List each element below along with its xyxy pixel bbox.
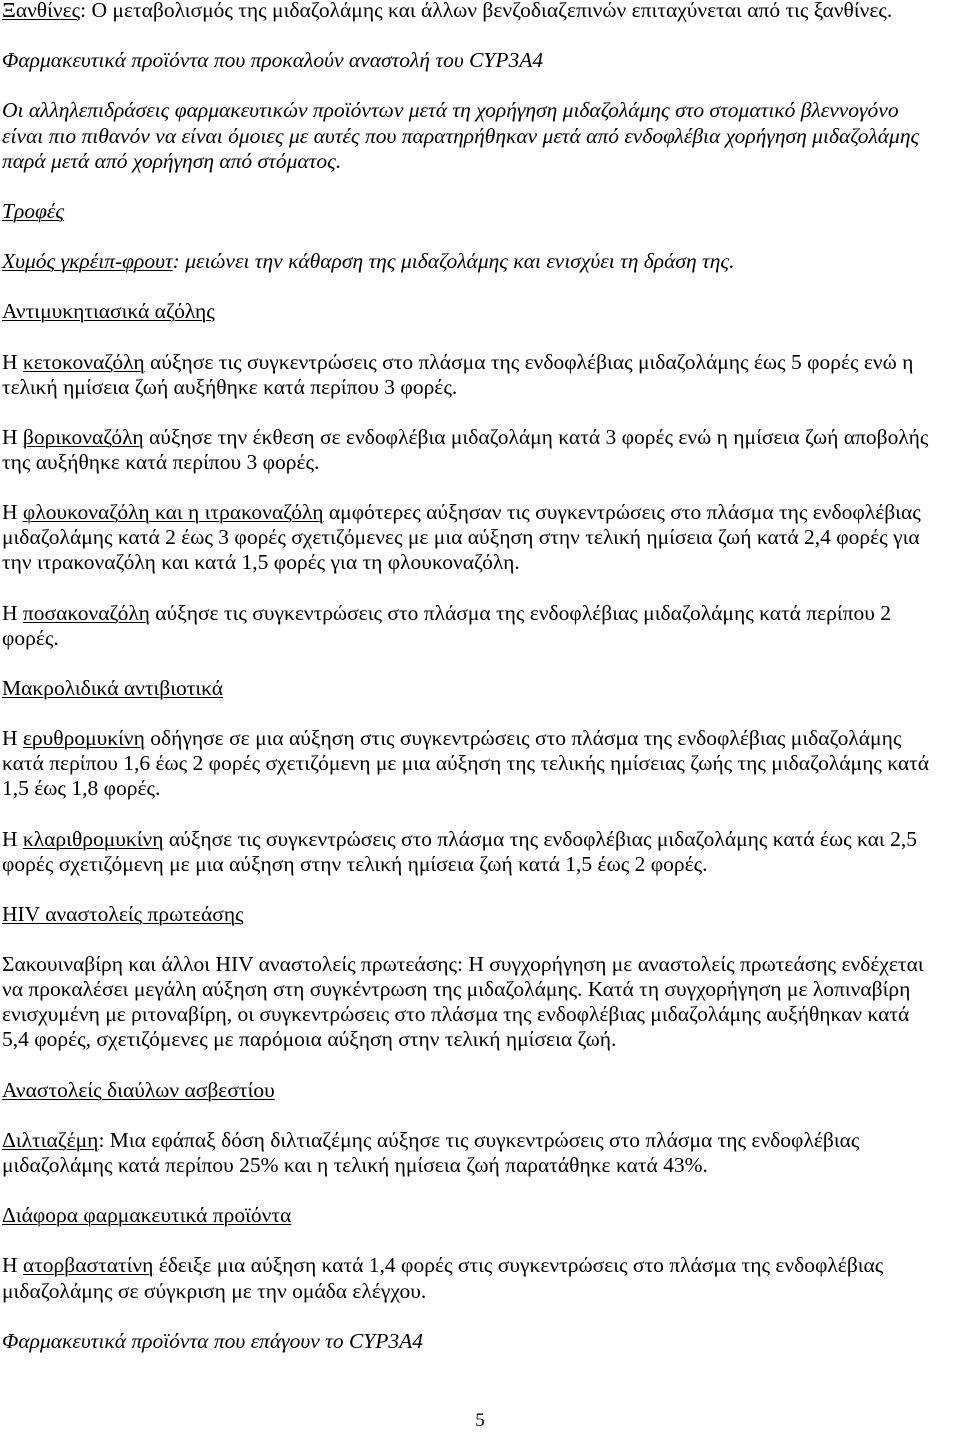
text-line <box>2 1078 275 1103</box>
section-heading: Διάφορα φαρμακευτικά προϊόντα <box>2 1203 292 1228</box>
section-heading: Αναστολείς διαύλων ασβεστίου <box>2 1077 275 1102</box>
line-text: : Μια εφάπαξ δόση διλτιαζέμης αύξησε τις συγκεντρώσεις στο πλάσμα της ενδοφλέβιας <box>98 1127 860 1152</box>
text-line <box>2 1203 291 1228</box>
text-line: φορές. <box>2 625 59 650</box>
text-line: της αυξήθηκε κατά περίπου 3 φορές. <box>2 449 320 474</box>
drug-name: ατορβαστατίνη <box>22 1253 154 1278</box>
text-line <box>2 1253 883 1278</box>
text-line: μιδαζολάμης κατά 2 έως 3 φορές σχετιζόμενες με μια αύξηση στην τελική ημίσεια ζωή κατά 2,4 φορές για <box>2 525 920 550</box>
text-line <box>2 1128 859 1153</box>
heading-cyp3a4-inhibitors <box>2 48 929 73</box>
section-heading: Φαρμακευτικά προϊόντα που προκαλούν αναστολή του CYP3A4 <box>2 48 544 73</box>
line-text: αμφότερες αύξησαν τις συγκεντρώσεις στο πλάσμα της ενδοφλέβιας <box>328 500 921 525</box>
text-line <box>2 249 735 274</box>
line-text: : Ο μεταβολισμός της μιδαζολάμης και άλλων βενζοδιαζεπινών επιταχύνεται από τις ξανθίνες. <box>80 0 893 22</box>
line-text: οδήγησε σε μια αύξηση στις συγκεντρώσεις στο πλάσμα της ενδοφλέβιας μιδαζολάμης <box>150 726 902 751</box>
line-text: αύξησε τις συγκεντρώσεις στο πλάσμα της ενδοφλέβιας μιδαζολάμης κατά περίπου 2 <box>155 600 892 625</box>
section-heading: Αντιμυκητιασικά αζόλης <box>2 299 215 324</box>
text-line: 5,4 φορές, σχετιζόμενες με παρόμοια αύξηση στην τελική ημίσεια ζωή. <box>2 1027 617 1052</box>
line-text: Η <box>2 349 18 374</box>
paragraph-saquinavir <box>2 952 929 1052</box>
heading-hiv-protease-inhibitors <box>2 902 929 927</box>
paragraph-erythromycin <box>2 726 929 801</box>
line-text: αύξησε τις συγκεντρώσεις στο πλάσμα της ενδοφλέβιας μιδαζολάμης κατά έως και 2,5 <box>168 826 917 851</box>
drug-name: βορικοναζόλη <box>22 424 144 449</box>
drug-name: Διλτιαζέμη <box>2 1127 99 1152</box>
text-line: είναι πιο πιθανόν να είναι όμοιες με αυτές που παρατηρήθηκαν μετά από ενδοφλέβια χορήγηση μιδαζολάμης <box>2 123 920 148</box>
paragraph-fluconazole-itraconazole <box>2 500 929 575</box>
heading-other-medicines <box>2 1203 929 1228</box>
text-line: κατά περίπου 1,6 έως 2 φορές σχετιζόμενη με μια αύξηση της τελικής ημίσειας ζωής της μιδαζολάμης κατά <box>2 751 930 776</box>
text-line: τελική ημίσεια ζωή αυξήθηκε κατά περίπου 3 φορές. <box>2 374 458 399</box>
line-text: Η <box>2 600 18 625</box>
text-line <box>2 199 64 224</box>
drug-name: κλαριθρομυκίνη <box>22 826 164 851</box>
line-text: Η <box>2 826 18 851</box>
substance-name: Χυμός γκρέιπ-φρουτ <box>2 249 173 274</box>
text-line: μιδαζολάμης σε σύγκριση με την ομάδα ελέγχου. <box>2 1278 427 1303</box>
text-line: μιδαζολάμης κατά περίπου 25% και η τελική ημίσεια ζωή παρατάθηκε κατά 43%. <box>2 1153 708 1178</box>
text-line <box>2 726 901 751</box>
text-line <box>2 601 891 626</box>
page-number: 5 <box>475 1410 485 1431</box>
line-text: αύξησε τις συγκεντρώσεις στο πλάσμα της ενδοφλέβιας μιδαζολάμης έως 5 φορές ενώ η <box>150 349 914 374</box>
text-line: παρά μετά από χορήγηση από στόματος. <box>2 148 342 173</box>
section-heading: Μακρολιδικά αντιβιοτικά <box>2 675 224 700</box>
text-line: φορές σχετιζόμενη με μια αύξηση στην τελική ημίσεια ζωή κατά 1,5 έως 2 φορές. <box>2 851 708 876</box>
paragraph-ketoconazole <box>2 350 929 400</box>
heading-foods <box>2 199 929 224</box>
text-line: να προκαλέσει μεγάλη αύξηση στη συγκέντρωση της μιδαζολάμης. Κατά τη συγχορήγηση με λοπιναβίρη <box>2 977 911 1002</box>
paragraph-voriconazole <box>2 425 929 475</box>
text-line <box>2 827 917 852</box>
drug-name: ποσακοναζόλη <box>22 600 150 625</box>
text-line <box>2 0 892 23</box>
line-text: Η <box>2 500 18 525</box>
paragraph-grapefruit <box>2 249 929 274</box>
substance-name: Ξανθίνες <box>2 0 81 22</box>
text-line: την ιτρακοναζόλη και κατά 1,5 φορές για τη φλουκοναζόλη. <box>2 550 520 575</box>
text-line: Σακουιναβίρη και άλλοι HIV αναστολείς πρωτεάσης: Η συγχορήγηση με αναστολείς πρωτεάσης ενδέχεται <box>2 952 924 977</box>
line-text: έδειξε μια αύξηση κατά 1,4 φορές στις συγκεντρώσεις στο πλάσμα της ενδοφλέβιας <box>158 1253 884 1278</box>
text-line <box>2 350 913 375</box>
line-text: Η <box>2 1253 18 1278</box>
drug-name: φλουκοναζόλη και η ιτρακοναζόλη <box>22 500 324 525</box>
text-line: Οι αλληλεπιδράσεις φαρμακευτικών προϊόντων μετά τη χορήγηση μιδαζολάμης στο στοματικό βλεννογόνο <box>2 98 899 123</box>
text-line <box>2 676 223 701</box>
heading-azole-antifungals <box>2 299 929 324</box>
section-heading: HIV αναστολείς πρωτεάσης <box>2 901 244 926</box>
heading-calcium-channel-blockers <box>2 1078 929 1103</box>
text-line <box>2 902 244 927</box>
paragraph-oromucosal-interactions <box>2 98 929 173</box>
text-line <box>2 299 215 324</box>
document-body <box>2 0 929 1379</box>
paragraph-diltiazem <box>2 1128 929 1178</box>
text-line <box>2 500 921 525</box>
section-heading: Τροφές <box>2 198 65 223</box>
text-line: ενισχυμένη με ριτοναβίρη, οι συγκεντρώσεις στο πλάσμα της ενδοφλέβιας μιδαζολάμης αυξήθηκαν κατά <box>2 1002 910 1027</box>
heading-cyp3a4-inducers <box>2 1329 929 1354</box>
heading-macrolides <box>2 676 929 701</box>
line-text: : μειώνει την κάθαρση της μιδαζολάμης και ενισχύει τη δράση της. <box>172 249 735 274</box>
text-line <box>2 425 928 450</box>
line-text: Η <box>2 424 18 449</box>
drug-name: ερυθρομυκίνη <box>22 726 145 751</box>
paragraph-posaconazole <box>2 601 929 651</box>
drug-name: κετοκοναζόλη <box>22 349 145 374</box>
text-line: 1,5 έως 1,8 φορές. <box>2 776 161 801</box>
section-heading: Φαρμακευτικά προϊόντα που επάγουν το CYP3A4 <box>2 1328 424 1353</box>
line-text: Η <box>2 726 18 751</box>
paragraph-atorvastatin <box>2 1253 929 1303</box>
paragraph-clarithromycin <box>2 827 929 877</box>
paragraph-xanthines <box>2 0 929 23</box>
line-text: αύξησε την έκθεση σε ενδοφλέβια μιδαζολάμη κατά 3 φορές ενώ η ημίσεια ζωή αποβολής <box>148 424 929 449</box>
